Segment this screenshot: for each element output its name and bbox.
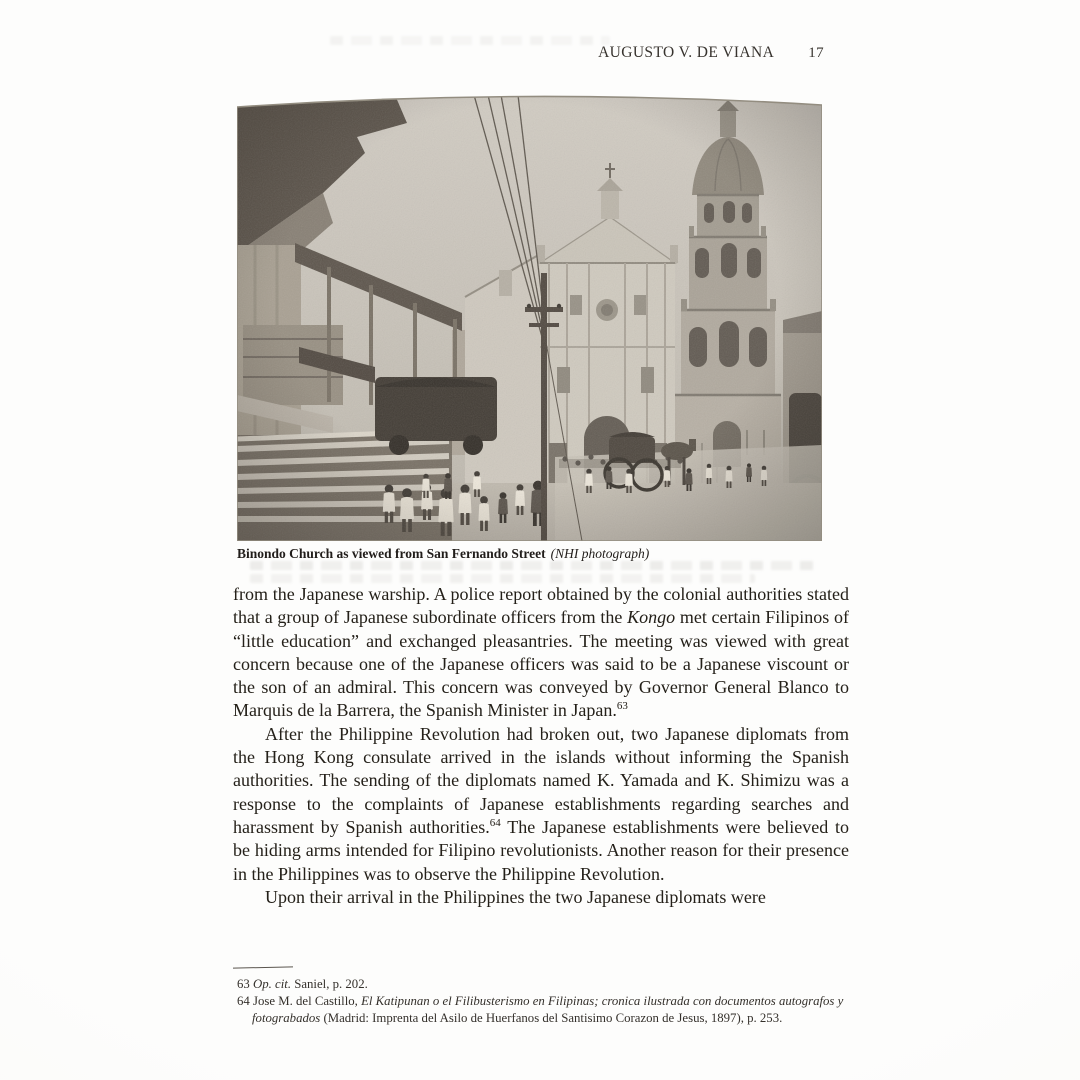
photo-caption-credit: (NHI photograph) bbox=[550, 546, 650, 561]
footnote-text-segment: Jose M. del Castillo, bbox=[249, 994, 362, 1008]
binondo-church-photo bbox=[237, 95, 822, 541]
footnote-ref-64: 64 bbox=[489, 816, 501, 829]
ship-name-italic: Kongo bbox=[627, 607, 676, 628]
bleed-through-text bbox=[250, 561, 815, 570]
footnote-italic: Op. cit. bbox=[253, 977, 292, 991]
paragraph-text-segment: The Japanese establishments were believed to be hiding arms intended for Filipino revolutionists. Another reason for their presence in the Philippines was to observe the Philippine Revolution. bbox=[233, 816, 849, 884]
church-photo-illustration bbox=[237, 95, 822, 541]
body-paragraph-3 bbox=[233, 886, 849, 909]
footnote-number: 64 bbox=[237, 994, 250, 1008]
footnotes bbox=[237, 976, 849, 1027]
footnote-ref-63: 63 bbox=[616, 700, 628, 713]
running-head-author: AUGUSTO V. DE VIANA bbox=[598, 44, 775, 61]
paragraph-text-segment: met certain Filipinos of “little education” and exchanged pleasantries. The meeting was viewed with great concern because one of the Japanese officers was said to be a Japanese viscount or the son of an admiral. This concern was conveyed by Governor General Blanco to Marquis de la Barrera, the Spanish Minister in Japan. bbox=[233, 607, 849, 721]
footnote-64 bbox=[237, 993, 849, 1027]
body-paragraph-1 bbox=[233, 583, 849, 723]
body-paragraph-2 bbox=[233, 723, 849, 886]
paragraph-text-segment: Upon their arrival in the Philippines the two Japanese diplomats were bbox=[265, 886, 766, 907]
footnote-number: 63 bbox=[237, 977, 250, 991]
bleed-through-text bbox=[250, 574, 755, 583]
footnote-63 bbox=[237, 976, 849, 993]
photo-caption-title: Binondo Church as viewed from San Fernando Street bbox=[237, 546, 546, 561]
photo-caption bbox=[237, 546, 837, 562]
footnote-text-segment: (Madrid: Imprenta del Asilo de Huerfanos del Santisimo Corazon de Jesus, 1897), p. 253. bbox=[320, 1011, 783, 1025]
paragraph-text-segment: from the Japanese warship. A police report obtained by the colonial authorities stated that a group of Japanese subordinate officers from the bbox=[233, 584, 849, 628]
footnote-italic: El Katipunan o el Filibusterismo en Filipinas; cronica ilustrada con documentos autografos y fotograbados bbox=[252, 994, 844, 1025]
page-number: 17 bbox=[808, 45, 824, 61]
footnote-separator bbox=[233, 966, 293, 968]
body-text bbox=[233, 583, 849, 909]
footnote-text-segment: Saniel, p. 202. bbox=[291, 977, 368, 991]
page-header bbox=[233, 44, 848, 62]
paragraph-text-segment: After the Philippine Revolution had broken out, two Japanese diplomats from the Hong Kong consulate arrived in the islands without informing the Spanish authorities. The sending of the diplomats named K. Yamada and K. Shimizu was a response to the complaints of Japanese establishments regarding searches and harassment by Spanish authorities. bbox=[233, 723, 849, 837]
